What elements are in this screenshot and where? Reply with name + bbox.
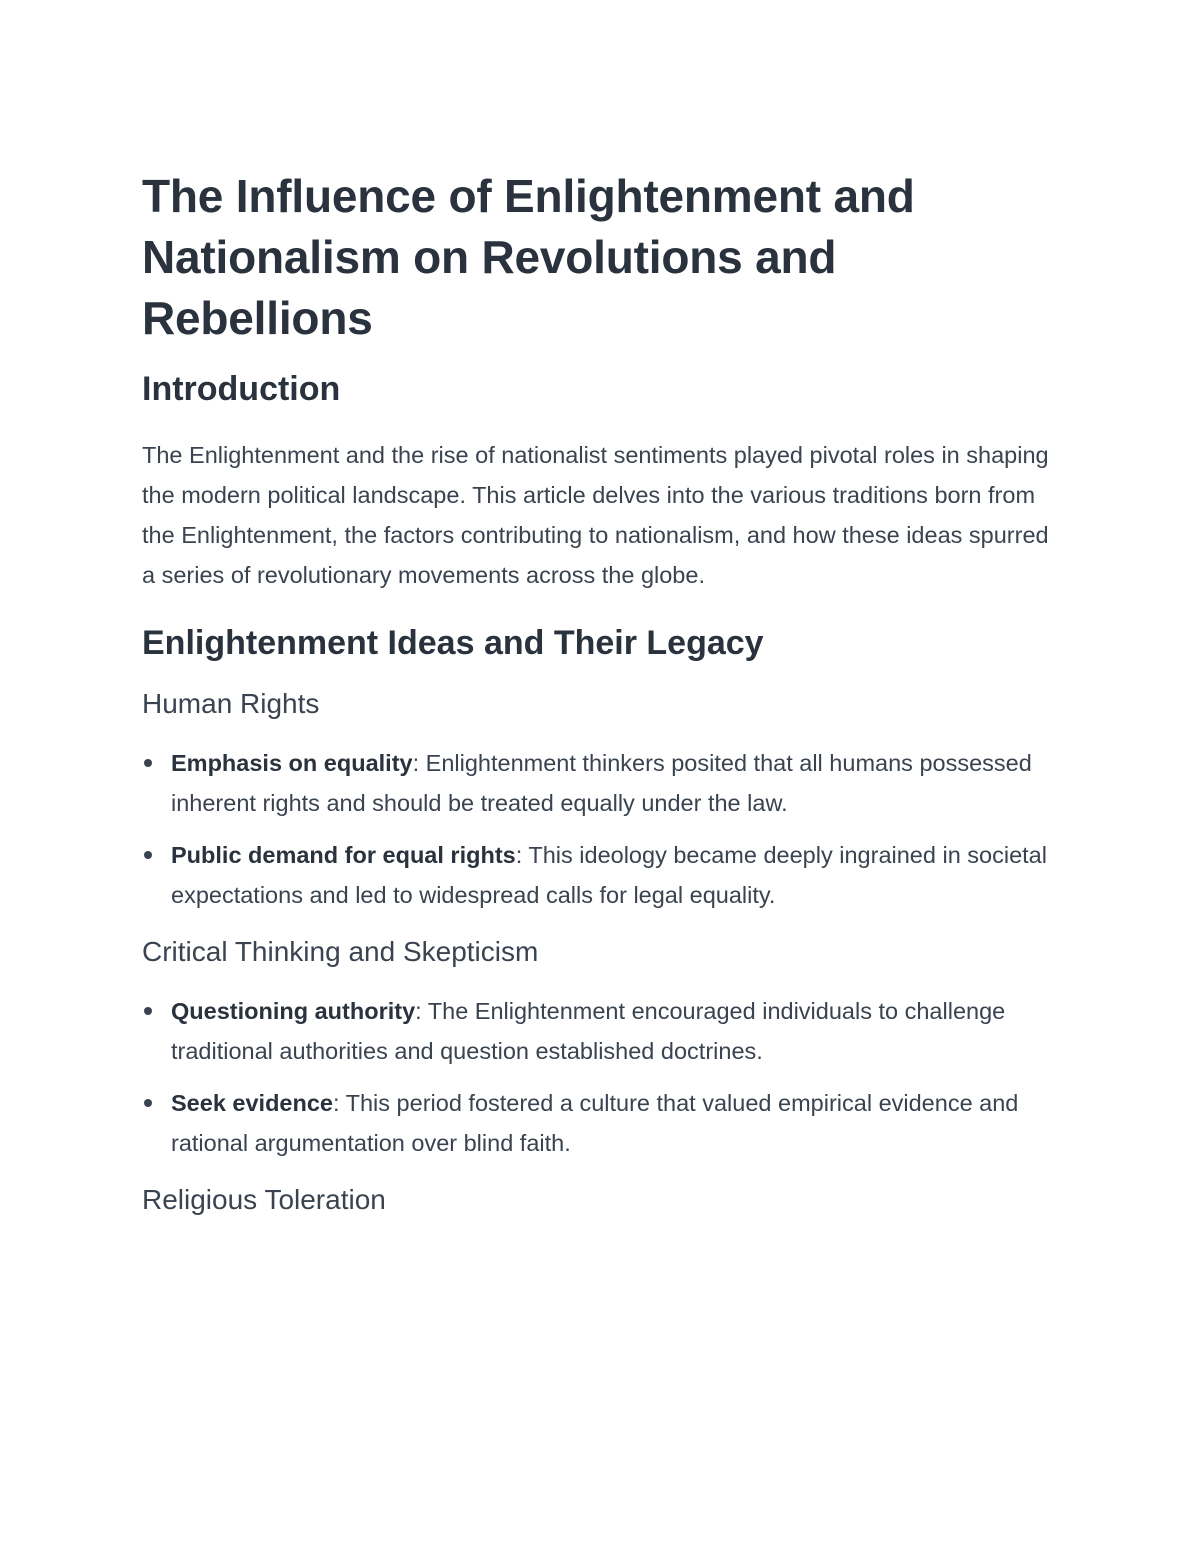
list-item-term: Questioning authority [171, 998, 416, 1024]
critical-thinking-heading: Critical Thinking and Skepticism [142, 936, 539, 967]
list-item [142, 1083, 1062, 1163]
document-title: The Influence of Enlightenment and Nationalism on Revolutions and Rebellions [142, 170, 915, 344]
list-item-text: : This ideology became deeply ingrained in societal expectations and led to widespread calls for legal equality. [171, 842, 1047, 908]
document-page [142, 166, 1062, 1219]
list-item [142, 743, 1062, 823]
human-rights-list [142, 743, 1062, 915]
bullet-icon [144, 851, 152, 859]
list-item-text: : This period fostered a culture that valued empirical evidence and rational argumentation over blind faith. [171, 1090, 1019, 1156]
introduction-heading: Introduction [142, 370, 341, 408]
list-item-text: : Enlightenment thinkers posited that all humans possessed inherent rights and should be treated equally under the law. [171, 750, 1032, 816]
list-item-term: Emphasis on equality [171, 750, 413, 776]
critical-thinking-list [142, 991, 1062, 1163]
bullet-icon [144, 1007, 152, 1015]
list-item [142, 991, 1062, 1071]
list-item-term: Public demand for equal rights [171, 842, 516, 868]
list-item [142, 835, 1062, 915]
introduction-paragraph: The Enlightenment and the rise of nationalist sentiments played pivotal roles in shaping the modern political landscape. This article delves into the various traditions born from the Enlightenment, the factors contributing to nationalism, and how these ideas spurred a series of revolutionary movements across the globe. [142, 442, 1049, 588]
list-item-term: Seek evidence [171, 1090, 333, 1116]
list-item-text: : The Enlightenment encouraged individuals to challenge traditional authorities and question established doctrines. [171, 998, 1006, 1064]
enlightenment-heading: Enlightenment Ideas and Their Legacy [142, 624, 764, 662]
religious-toleration-heading: Religious Toleration [142, 1184, 386, 1215]
bullet-icon [144, 1099, 152, 1107]
bullet-icon [144, 759, 152, 767]
human-rights-heading: Human Rights [142, 688, 320, 719]
